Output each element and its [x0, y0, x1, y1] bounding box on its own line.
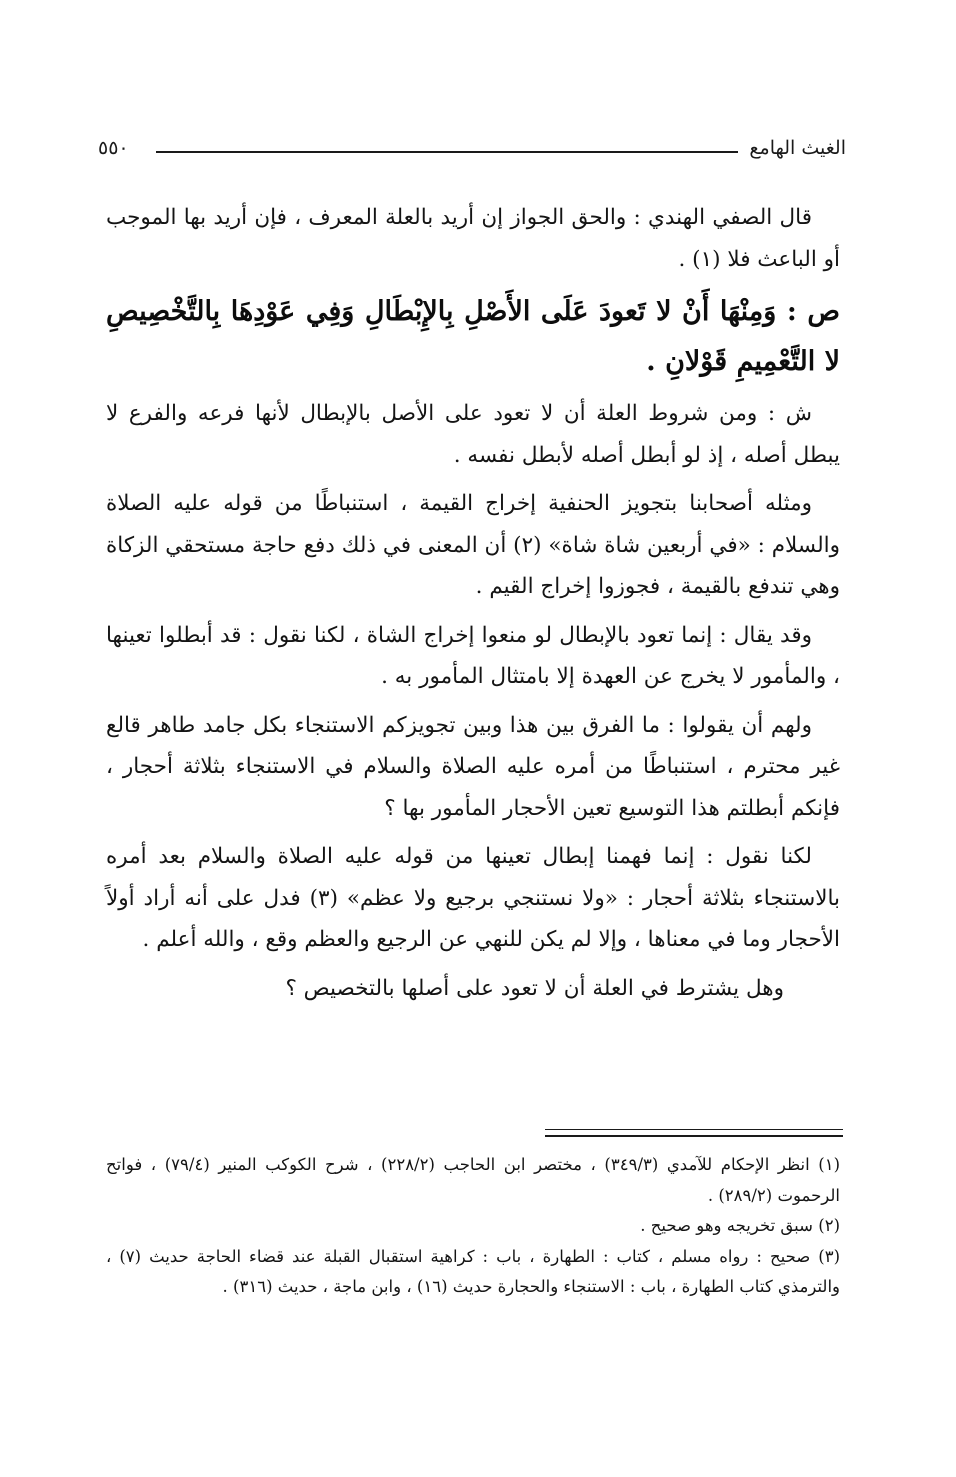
- footnote-1: (١) انظر الإحكام للآمدي (٣٤٩/٣) ، مختصر ابن الحاجب (٢٢٨/٢) ، شرح الكوكب المنير (٧٩/٤) ، فواتح الرحموت (٢٨٩/٢) .: [106, 1155, 840, 1205]
- paragraph-hindi-opinion: قال الصفي الهندي : والحق الجواز إن أريد بالعلة المعرف ، فإن أريد بها الموجب أو الباعث فلا (١) .: [106, 205, 840, 272]
- header-rule: [156, 151, 738, 153]
- paragraph-question: وهل يشترط في العلة أن لا تعود على أصلها بالتخصيص ؟: [285, 975, 784, 1001]
- footnote-3: (٣) صحيح : رواه مسلم ، كتاب : الطهارة ، باب : كراهية استقبال القبلة عند قضاء الحاجة حديث (٧) ، والترمذي كتاب الطهارة ، باب : الاستنجاء والحجارة حديث (١٦) ، وابن ماجة ، حديث (٣١٦) .: [106, 1246, 840, 1296]
- book-title: الغيث الهامع: [749, 137, 846, 159]
- matn-text: ص : وَمِنْهَا أَنْ لا تَعودَ عَلَى الأَصْلِ بِالإِبْطَالِ وَفِي عَوْدِهَا بِالتَّخْصِيصِ لا التَّعْمِيمِ قَوْلانِ .: [106, 296, 840, 377]
- footnote-separator: [545, 1129, 843, 1137]
- footnotes: [106, 1150, 840, 1303]
- paragraph-example: ومثله أصحابنا بتجويز الحنفية إخراج القيمة ، استنباطًا من قوله عليه الصلاة والسلام : «في أربعين شاة شاة» (٢) أن المعنى في ذلك دفع حاجة مستحقي الزكاة وهي تندفع بالقيمة ، فجوزوا إخراج القيم .: [106, 491, 840, 599]
- main-text: [106, 197, 840, 1016]
- paragraph-reply: لكنا نقول : إنما فهمنا إبطال تعينها من قوله عليه الصلاة والسلام بعد أمره بالاستنجاء بثلاثة أحجار : «ولا نستنجي برجيع ولا عظم» (٣) فدل على أنه أراد أولاً الأحجار وما في معناها ، وإلا لم يكن للنهي عن الرجيع والعظم وقع ، والله أعلم .: [106, 844, 840, 952]
- page-number: ٥٥٠: [98, 137, 129, 159]
- footnote-2: (٢) سبق تخريجه وهو صحيح .: [640, 1216, 840, 1235]
- paragraph-counter: ولهم أن يقولوا : ما الفرق بين هذا وبين تجويزكم الاستنجاء بكل جامد طاهر قالع غير محترم ، استنباطًا من أمره عليه الصلاة والسلام في الاستنجاء بثلاثة أحجار ، فإنكم أبطلتم هذا التوسيع تعين الأحجار المأمور بها ؟: [106, 712, 840, 821]
- paragraph-sharh: ش : ومن شروط العلة أن لا تعود على الأصل بالإبطال لأنها فرعه والفرع لا يبطل أصله ، إذ لو أبطل أصله لأبطل نفسه .: [106, 401, 840, 468]
- running-header: [98, 134, 846, 166]
- paragraph-objection: وقد يقال : إنما تعود بالإبطال لو منعوا إخراج الشاة ، لكنا نقول : قد أبطلوا تعينها ، والمأمور لا يخرج عن العهدة إلا بامتثال المأمور به .: [106, 622, 840, 689]
